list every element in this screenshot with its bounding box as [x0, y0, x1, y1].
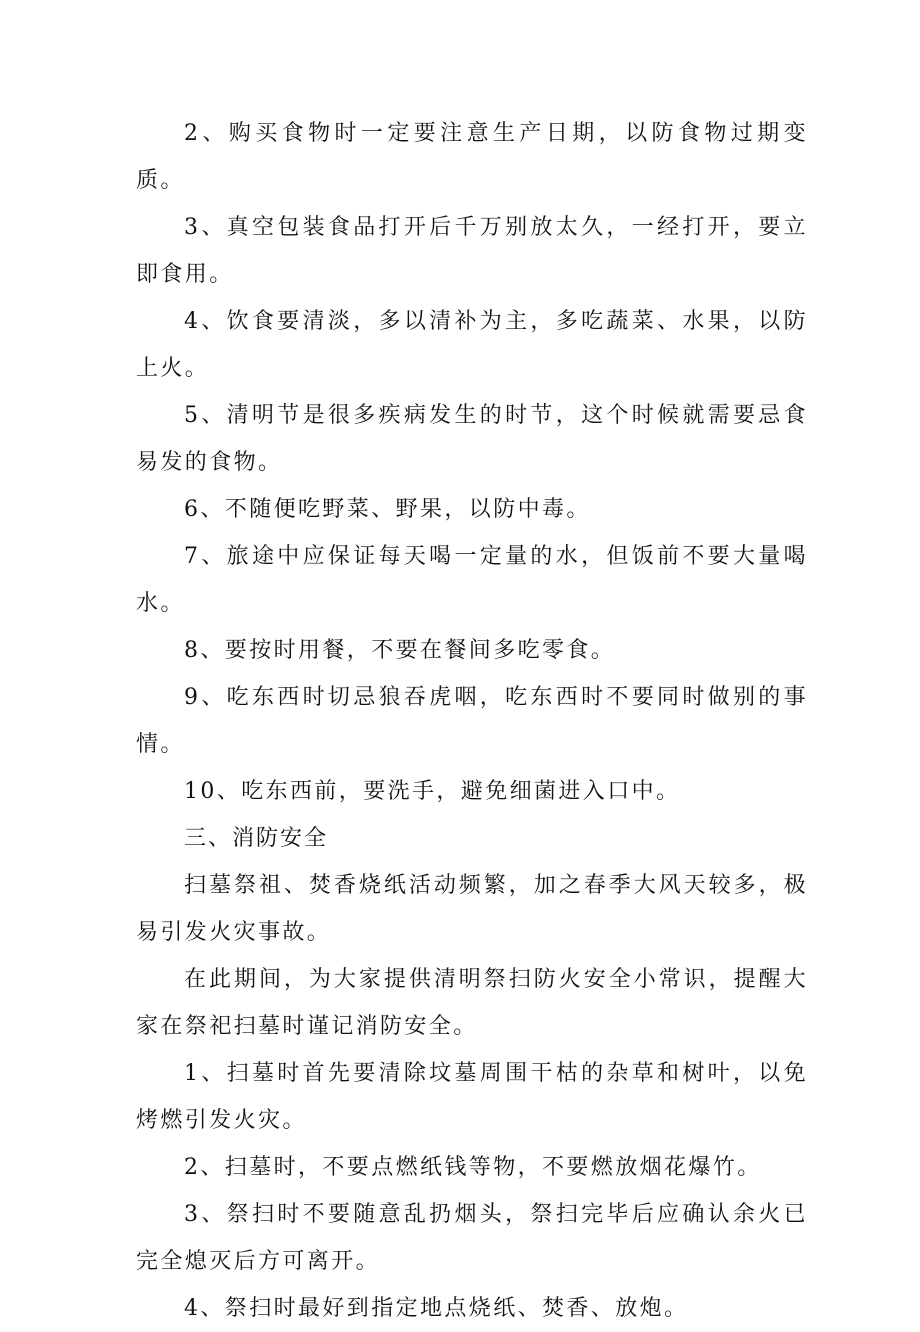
paragraph-fire-3: 3、祭扫时不要随意乱扔烟头，祭扫完毕后应确认余火已完全熄灭后方可离开。 [136, 1202, 808, 1274]
paragraph-food-6: 6、不随便吃野菜、野果，以防中毒。 [184, 497, 591, 522]
paragraph-food-10: 10、吃东西前，要洗手，避免细菌进入口中。 [184, 779, 681, 804]
paragraph-fire-2: 2、扫墓时，不要点燃纸钱等物，不要燃放烟花爆竹。 [184, 1155, 762, 1180]
paragraph-food-5: 5、清明节是很多疾病发生的时节，这个时候就需要忌食易发的食物。 [136, 403, 808, 475]
paragraph-food-3: 3、真空包装食品打开后千万别放太久，一经打开，要立即食用。 [136, 215, 808, 287]
paragraph-food-4: 4、饮食要清淡，多以清补为主，多吃蔬菜、水果，以防上火。 [136, 309, 808, 381]
paragraph-fire-4: 4、祭扫时最好到指定地点烧纸、焚香、放炮。 [184, 1296, 689, 1321]
paragraph-food-2: 2、购买食物时一定要注意生产日期，以防食物过期变质。 [136, 121, 808, 193]
paragraph-food-9: 9、吃东西时切忌狼吞虎咽，吃东西时不要同时做别的事情。 [136, 685, 808, 757]
section-heading-fire-safety: 三、消防安全 [184, 826, 329, 851]
paragraph-food-7: 7、旅途中应保证每天喝一定量的水，但饭前不要大量喝水。 [136, 544, 808, 616]
paragraph-fire-reminder: 在此期间，为大家提供清明祭扫防火安全小常识，提醒大家在祭祀扫墓时谨记消防安全。 [136, 967, 808, 1039]
paragraph-food-8: 8、要按时用餐，不要在餐间多吃零食。 [184, 638, 616, 663]
document-body [136, 110, 808, 1332]
paragraph-fire-1: 1、扫墓时首先要清除坟墓周围干枯的杂草和树叶，以免烤燃引发火灾。 [136, 1061, 808, 1133]
paragraph-fire-intro: 扫墓祭祖、焚香烧纸活动频繁，加之春季大风天较多，极易引发火灾事故。 [136, 873, 808, 945]
